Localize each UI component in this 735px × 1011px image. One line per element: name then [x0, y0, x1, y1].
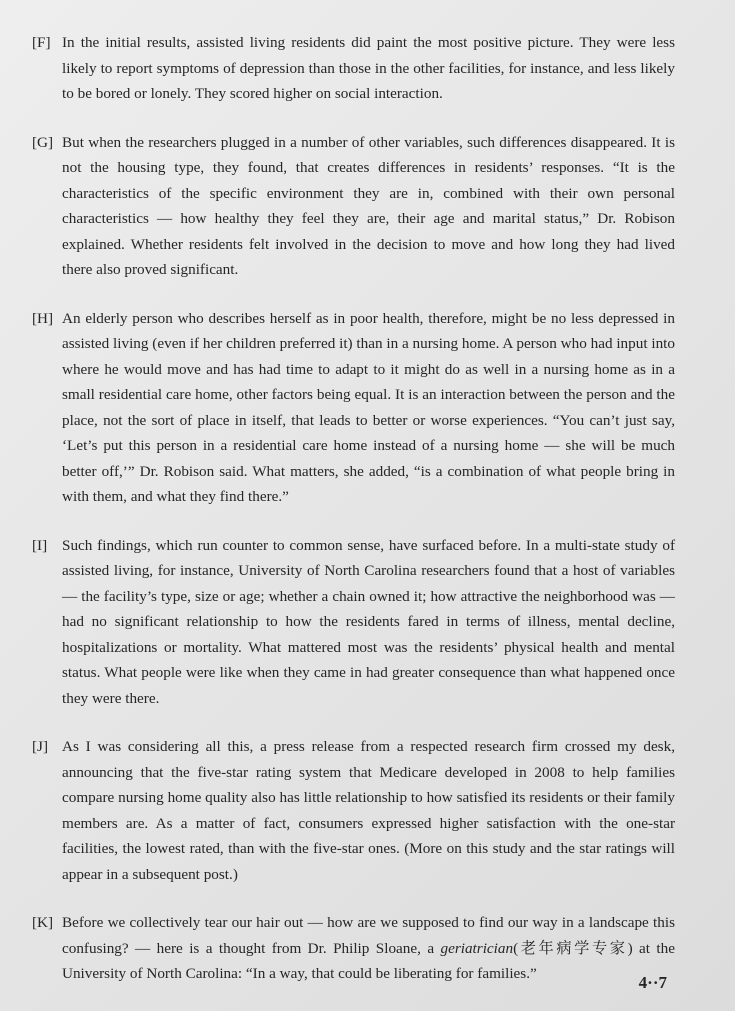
chinese-gloss: (老年病学专家) — [513, 939, 633, 957]
paragraph-label: [F] — [32, 34, 51, 51]
paragraph-j — [32, 734, 675, 887]
paragraph-label: [J] — [32, 738, 49, 755]
paragraph-h — [32, 306, 675, 510]
paragraph-text: In the initial results, assisted living residents did paint the most positive picture. They were less likely to report symptoms of depression than those in the other facilities, for instance, and less likely to be bored or lonely. They scored higher on social interaction. — [62, 34, 675, 102]
paragraph-label: [H] — [32, 309, 54, 327]
paragraph-text — [62, 910, 675, 987]
paragraph-text: But when the researchers plugged in a number of other variables, such differences disappeared. It is not the housing type, they found, that creates differences in residents’ responses. “It is the characteristics of the specific environment they are in, combined with their own personal characteristics — how healthy they feel they are, their age and marital status,” Dr. Robison explained. Whether residents felt involved in the decision to move and how long they had lived there also proved significant. — [62, 133, 675, 278]
paragraph-f — [32, 30, 675, 107]
paragraph-k — [32, 910, 675, 987]
paragraph-g — [32, 130, 675, 283]
paragraph-text: An elderly person who describes herself as in poor health, therefore, might be no less depressed in assisted living (even if her children preferred it) than in a nursing home. A person who had input into where he would move and has had time to adapt to it might do as well in a nursing home as in a small residential care home, other factors being equal. It is an interaction between the person and the place, not the sort of place in itself, that leads to better or worse experiences. “You can’t just say, ‘Let’s put this person in a residential care home instead of a nursing home — she will be much better off,’” Dr. Robison said. What matters, she added, “is a combination of what people bring in with them, and what they find there.” — [62, 309, 675, 505]
paragraph-label: [K] — [32, 914, 54, 931]
paragraph-label: [G] — [32, 133, 54, 151]
paragraph-label: [I] — [32, 536, 48, 554]
paragraph-i — [32, 533, 675, 712]
page-number: 4··7 — [638, 973, 667, 992]
paragraph-text: As I was considering all this, a press release from a respected research firm crossed my desk, announcing that the five-star rating system that Medicare developed in 2008 to help families compare nursing home quality also has little relationship to how satisfied its residents or their family members are. As a matter of fact, consumers expressed higher satisfaction with the one-star facilities, the lowest rated, than with the five-star ones. (More on this study and the star ratings will appear in a subsequent post.) — [62, 738, 675, 883]
paragraph-text-before: Before we collectively tear our hair out — how are we supposed to find our way in a landscape this confusing? — here is a thought from Dr. Philip Sloane, a — [62, 914, 675, 957]
italic-term: geriatrician — [440, 939, 514, 957]
paragraph-text: Such findings, which run counter to common sense, have surfaced before. In a multi-state study of assisted living, for instance, University of North Carolina researchers found that a host of variables — the facility’s type, size or age; whether a chain owned it; how attractive the neighborhood was — had no significant relationship to how the residents fared in terms of illness, mental decline, hospitalizations or mortality. What mattered most was the residents’ physical health and mental status. What people were like when they came in had greater consequence than what happened once they were there. — [62, 536, 675, 707]
paragraph-text-after: at the University of North Carolina: “In a way, that could be liberating for families.” — [62, 939, 675, 982]
